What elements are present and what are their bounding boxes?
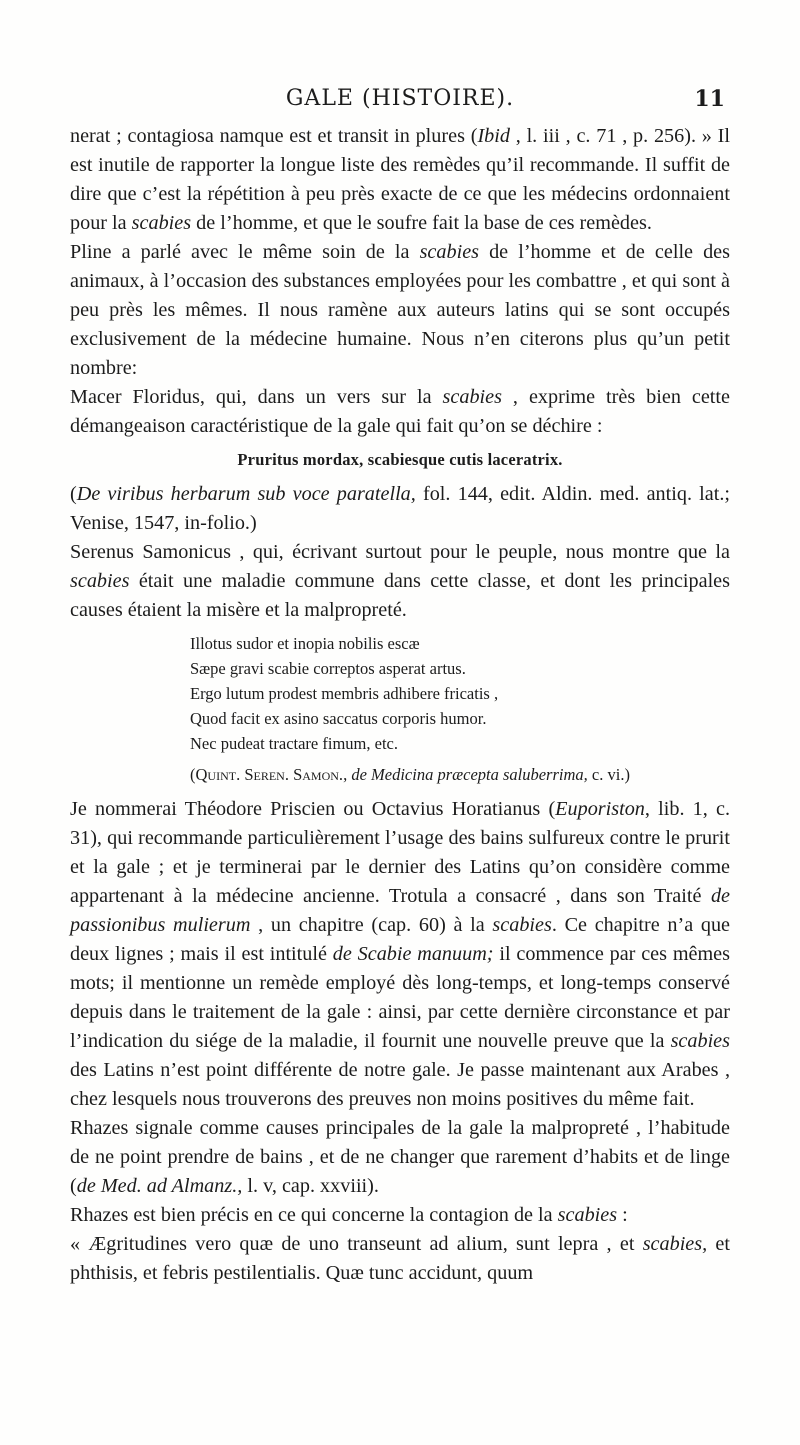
text-run: , (343, 765, 352, 784)
italic-title: De viribus herbarum sub voce paratella, (76, 483, 416, 505)
verse-line: Quod facit ex asino saccatus corporis humor. (190, 709, 487, 728)
text-run: « Ægritudines vero quæ de uno transeunt ad alium, sunt lepra , et (70, 1233, 643, 1255)
italic-title: Euporiston (555, 798, 645, 820)
body-text (70, 122, 730, 1288)
paragraph-7 (70, 1114, 730, 1201)
text-run: Pline a parlé avec le même soin de la (70, 241, 420, 263)
paragraph-4 (70, 480, 730, 538)
citation-author: Quint. Seren. Samon. (195, 765, 344, 784)
italic-term: scabies (131, 212, 192, 234)
paragraph-5 (70, 538, 730, 625)
verse-line: Ergo lutum prodest membris adhibere fricatis , (190, 684, 499, 703)
italic-term: scabies, (642, 1233, 708, 1255)
text-run: des Latins n’est point différente de notre gale. Je passe maintenant aux Arabes , chez lesquels nous trouverons des preuves non moins positives du même fait. (70, 1059, 730, 1110)
text-run: . Ce chapitre n’a que deux lignes ; mais il est intitulé (70, 914, 731, 965)
running-title: GALE (HISTOIRE). (285, 86, 515, 111)
text-run: , lib. 1, c. 31), qui recommande particulièrement l’usage des bains sulfureux contre le prurit et la gale ; et je terminerai par le dernier des Latins qu’on considère comme appartenant à la médecine ancienne. Trotula a consacré , dans son Traité (70, 798, 730, 907)
text-run: : (617, 1204, 628, 1226)
paragraph-1 (70, 122, 730, 238)
italic-term: scabies (670, 1030, 730, 1052)
italic-title: de Med. ad Almanz., (76, 1175, 243, 1197)
text-run: Macer Floridus, qui, dans un vers sur la (70, 386, 443, 408)
text-run: et phthisis, et febris pestilentialis. Quæ tunc accidunt, quum (70, 1233, 730, 1284)
paragraph-6 (70, 795, 730, 1114)
verse-line: Illotus sudor et inopia nobilis escæ (190, 634, 420, 653)
italic-term: scabies (492, 914, 552, 936)
text-run: , l. iii , c. 71 , p. 256). » Il est inutile de rapporter la longue liste des remèdes qu’il recommande. Il suffit de dire que c’est la répétition à peu près exacte de ce que les médecins ordonnaient pour la (70, 125, 730, 234)
verse-line: Nec pudeat tractare fimum, etc. (190, 734, 398, 753)
text-run: ( (190, 765, 196, 784)
text-run: c. vi.) (587, 765, 630, 784)
text-run: , un chapitre (cap. 60) à la (250, 914, 493, 936)
italic-term: scabies (70, 570, 130, 592)
verse-quote: Pruritus mordax, scabiesque cutis laceratrix. (237, 450, 563, 469)
paragraph-8 (70, 1201, 730, 1230)
page-number: 11 (694, 86, 725, 112)
verse-block (190, 631, 730, 756)
page-header (0, 86, 800, 122)
text-run: l. v, cap. xxviii). (242, 1175, 379, 1197)
verse-line: Sæpe gravi scabie correptos asperat artus. (190, 659, 466, 678)
text-run: Rhazes est bien précis en ce qui concerne la contagion de la (70, 1204, 558, 1226)
text-run: , exprime très bien cette démangeaison caractéristique de la gale qui fait qu’on se déchire : (70, 386, 730, 437)
text-run: ( (70, 483, 77, 505)
paragraph-3 (70, 383, 730, 441)
text-run: Serenus Samonicus , qui, écrivant surtout pour le peuple, nous montre que la (70, 541, 730, 563)
text-run: Rhazes signale comme causes principales de la gale la malpropreté , l’habitude de ne point prendre de bains , et de ne changer que rarement d’habits et de linge ( (70, 1117, 730, 1197)
text-run: fol. 144, edit. Aldin. med. antiq. lat.; Venise, 1547, in-folio.) (70, 483, 730, 534)
text-run: de l’homme, et que le soufre fait la base de ces remèdes. (191, 212, 652, 234)
paragraph-2 (70, 238, 730, 383)
italic-title: de Medicina præcepta saluberrima, (351, 765, 588, 784)
italic-title: de passionibus mulierum (70, 885, 730, 936)
verse-citation (190, 762, 730, 787)
italic-term: scabies (557, 1204, 618, 1226)
text-run: il commence par ces mêmes mots; il mentionne un remède employé dès long-temps, et long-temps conservé depuis dans le traitement de la gale : ainsi, par cette dernière circonstance et par l’indication du siége de la maladie, il fournit une nouvelle preuve que la (70, 943, 731, 1052)
text-run: était une maladie commune dans cette classe, et dont les principales causes étaient la misère et la malpropreté. (70, 570, 730, 621)
italic-term: scabies (442, 386, 502, 408)
text-run: Je nommerai Théodore Priscien ou Octavius Horatianus ( (70, 798, 556, 820)
italic-reference: Ibid (477, 125, 510, 147)
text-run: nerat ; contagiosa namque est et transit in plures ( (70, 125, 478, 147)
paragraph-9 (70, 1230, 730, 1288)
italic-term: scabies (419, 241, 480, 263)
italic-title: de Scabie manuum; (332, 943, 494, 965)
text-run: de l’homme et de celle des animaux, à l’occasion des substances employées pour les combattre , et qui sont à peu près les mêmes. Il nous ramène aux auteurs latins qui se sont occupés exclusivement de la médecine humaine. Nous n’en citerons plus qu’un petit nombre: (70, 241, 730, 379)
